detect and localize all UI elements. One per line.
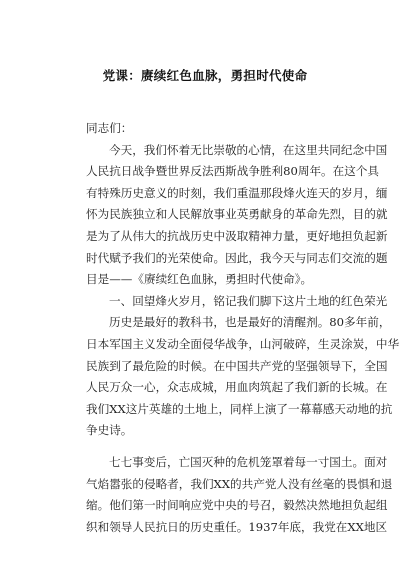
- body-line: 目是——《赓续红色血脉，勇担时代使命》。: [86, 272, 313, 287]
- body-line: 日本军国主义发动全面侵华战争，山河破碎，生灵涂炭，中华: [86, 336, 400, 351]
- salutation: 同志们：: [86, 121, 133, 135]
- document-title: 党课：赓续红色血脉，勇担时代使命: [102, 68, 308, 83]
- body-line: 今天，我们怀着无比崇敬的心情，在这里共同纪念中国: [109, 142, 388, 157]
- body-line: 历史是最好的教科书，也是最好的清醒剂。80多年前，: [109, 315, 391, 330]
- body-line: 争史诗。: [86, 423, 133, 438]
- body-line: 人民万众一心，众志成城，用血肉筑起了我们新的长城。在: [86, 380, 388, 395]
- body-line: 织和领导人民抗日的历史重任。1937年底，我党在XX地区: [86, 519, 388, 534]
- body-line: 缩。他们第一时间响应党中央的号召，毅然决然地担负起组: [86, 498, 388, 513]
- paragraph-gap: [86, 442, 330, 452]
- body-line: 气焰嚣张的侵略者，我们XX的共产党人没有丝毫的畏惧和退: [86, 476, 393, 491]
- document-body: [86, 118, 400, 538]
- body-line: 有特殊历史意义的时刻，我们重温那段烽火连天的岁月，缅: [86, 185, 388, 200]
- body-line: 怀为民族独立和人民解放事业英勇献身的革命先烈，目的就: [86, 207, 388, 222]
- body-line: 七七事变后，亡国灭种的危机笼罩着每一寸国土。面对: [109, 454, 388, 469]
- body-line: 一、回望烽火岁月，铭记我们脚下这片土地的红色荣光: [109, 293, 388, 308]
- body-line: 时代赋予我们的光荣使命。因此，我今天与同志们交流的题: [86, 250, 388, 265]
- body-line: 我们XX这片英雄的土地上，同样上演了一幕幕感天动地的抗: [86, 401, 393, 416]
- body-line: 人民抗日战争暨世界反法西斯战争胜利80周年。在这个具: [86, 164, 380, 179]
- body-line: 是为了从伟大的抗战历史中汲取精神力量，更好地担负起新: [86, 228, 388, 243]
- body-line: 民族到了最危险的时候。在中国共产党的坚强领导下，全国: [86, 358, 388, 373]
